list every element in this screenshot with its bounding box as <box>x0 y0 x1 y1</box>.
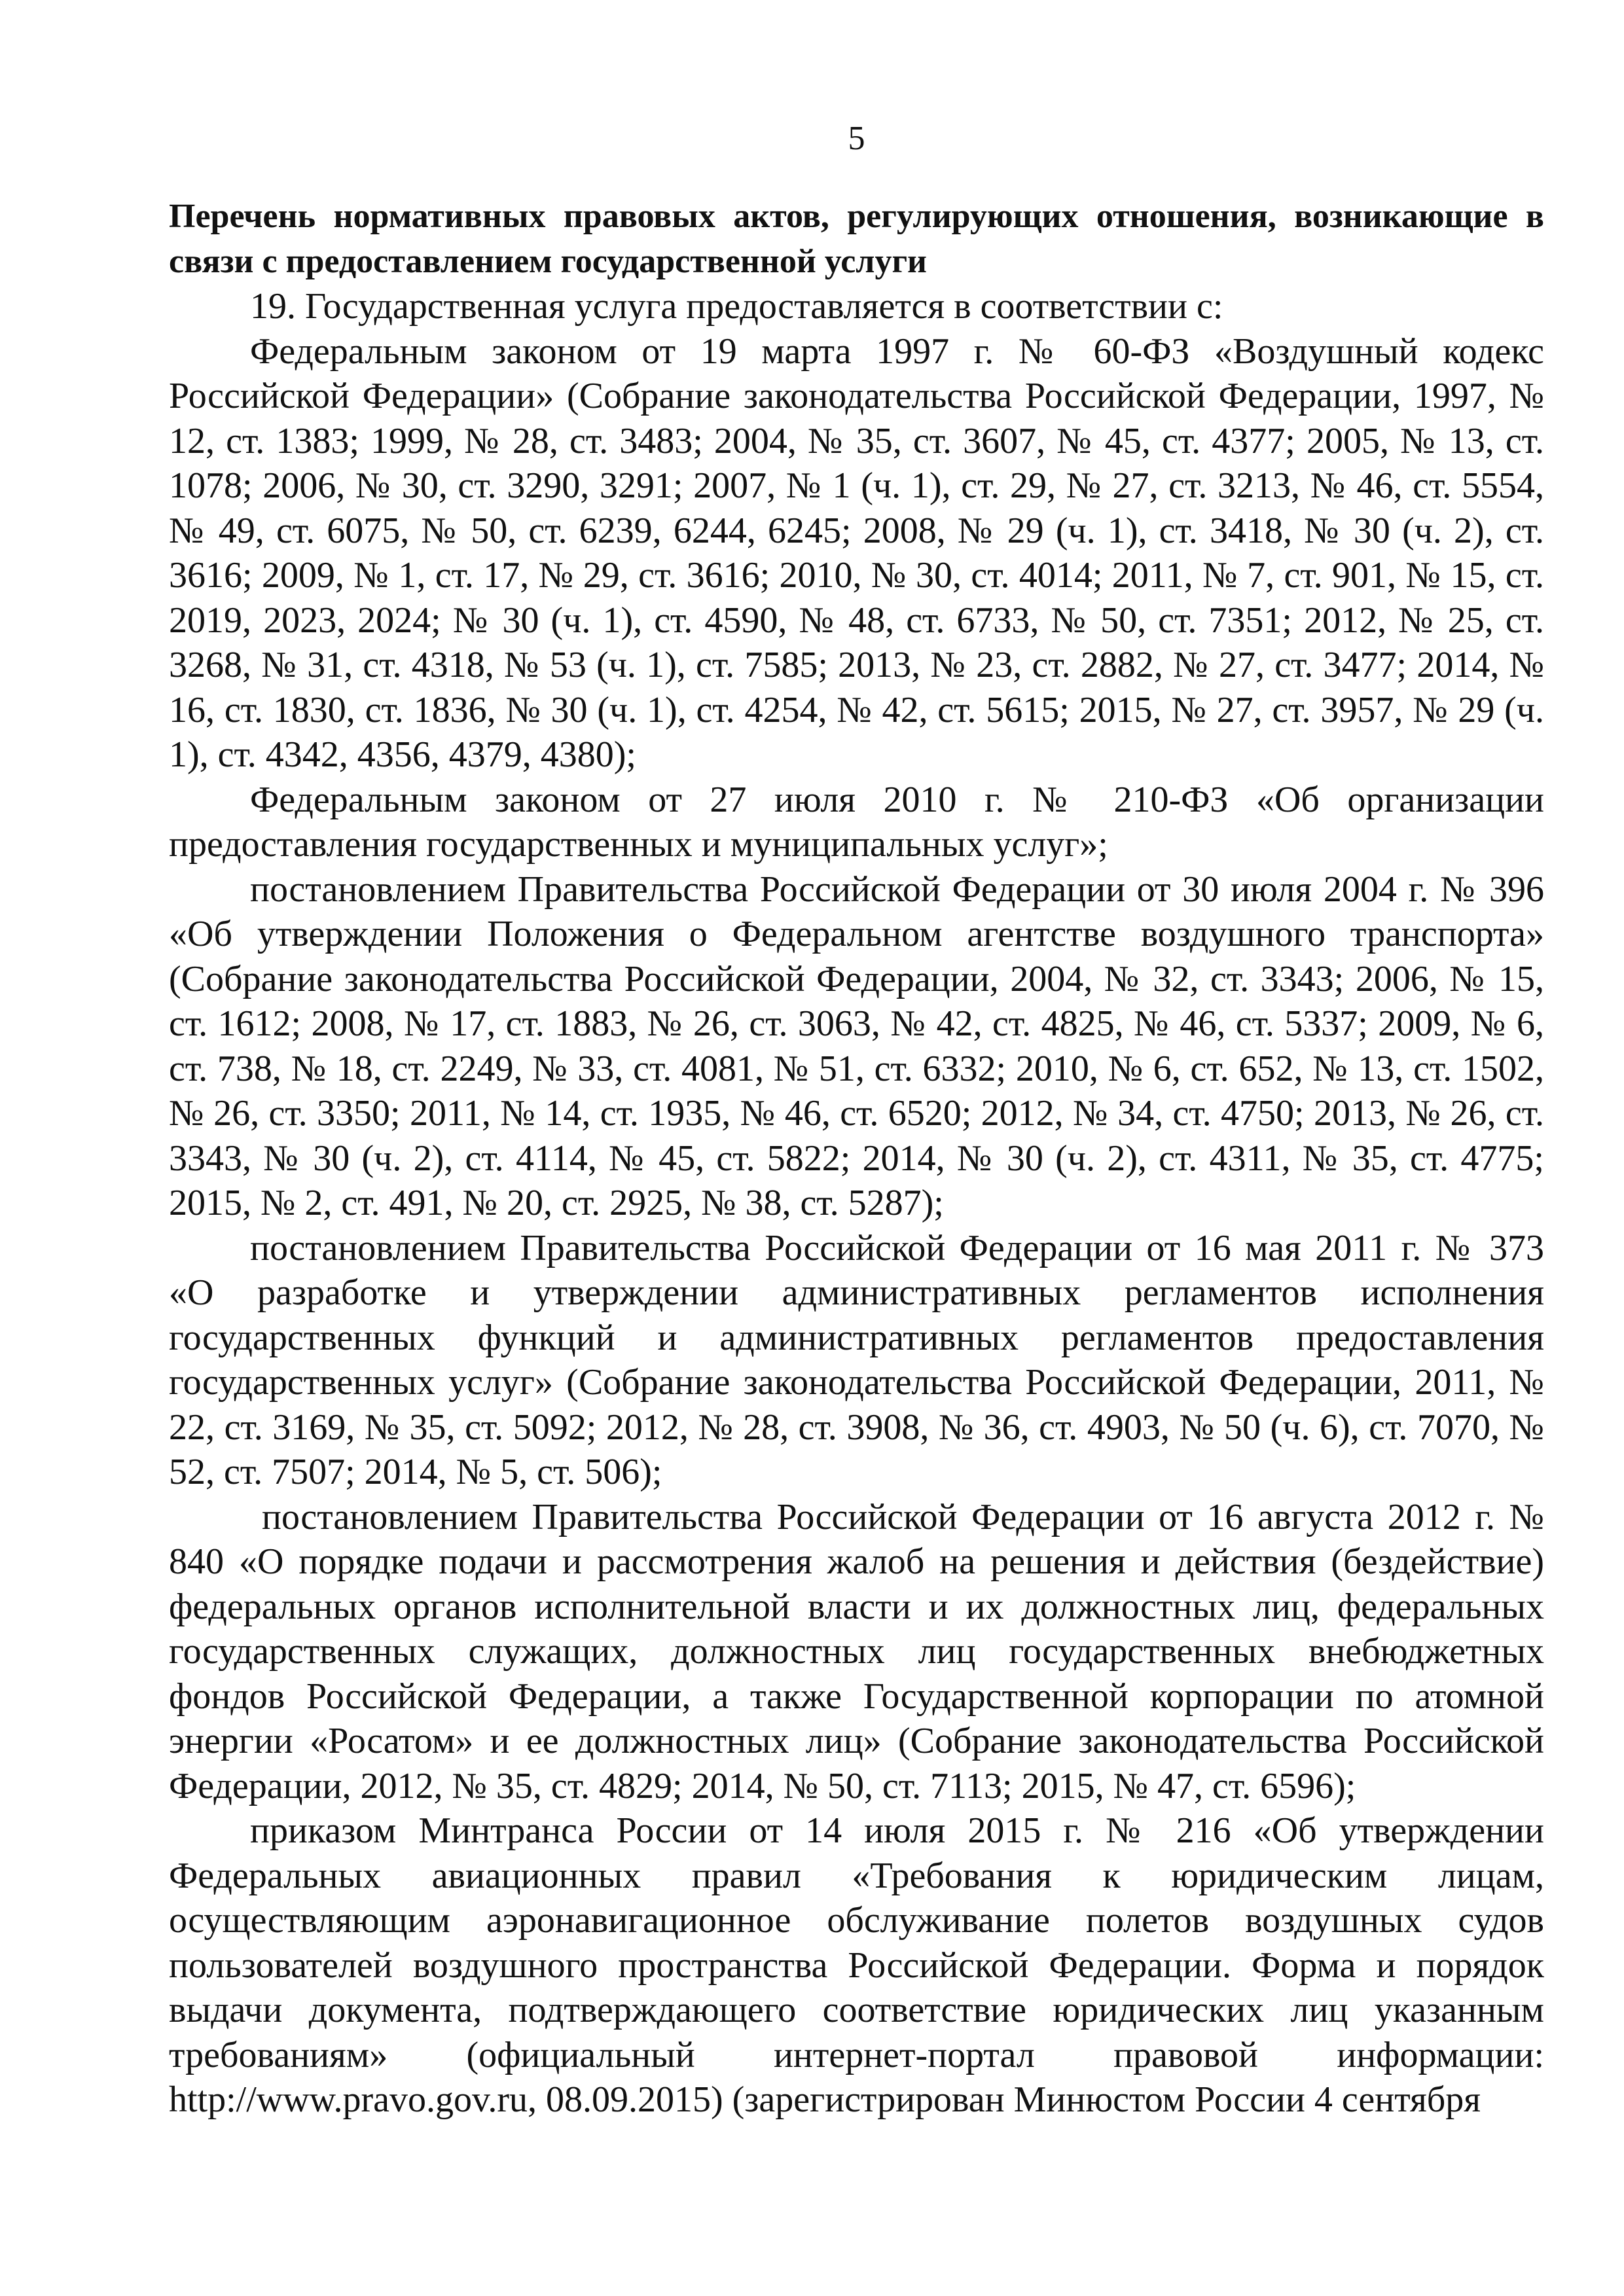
order-216-text: приказом Минтранса России от 14 июля 2015 г. № 216 «Об утверждении Федеральных авиационных правил «Требования к юридическим лицам, осуществляющим аэронавигационное обслуживание полетов воздушных судов пользователей воздушного пространства Российской Федерации. Форма и порядок выдачи документа, подтверждающего соответствие юридических лиц указанным требованиям» (официальный интернет-портал правовой информации: <box>169 1810 1544 2075</box>
pravo-gov-link[interactable]: http://www.pravo.gov.ru <box>169 2079 528 2120</box>
paragraph-resolution-373: постановлением Правительства Российской Федерации от 16 мая 2011 г. № 373 «О разработке и утверждении административных регламентов исполнения государственных функций и административных регламентов предоставления государственных услуг» (Собрание законодательства Российской Федерации, 2011, № 22, ст. 3169, № 35, ст. 5092; 2012, № 28, ст. 3908, № 36, ст. 4903, № 50 (ч. 6), ст. 7070, № 52, ст. 7507; 2014, № 5, ст. 506); <box>169 1227 1544 1492</box>
paragraph-resolution-840: постановлением Правительства Российской Федерации от 16 августа 2012 г. № 840 «О порядке подачи и рассмотрения жалоб на решения и действия (бездействие) федеральных органов исполнительной власти и их должностных лиц, федеральных государственных служащих, должностных лиц государственных внебюджетных фондов Российской Федерации, а также Государственной корпорации по атомной энергии «Росатом» и ее должностных лиц» (Собрание законодательства Российской Федерации, 2012, № 35, ст. 4829; 2014, № 50, ст. 7113; 2015, № 47, ст. 6596); <box>169 1496 1544 1806</box>
paragraph-air-code-law: Федеральным законом от 19 марта 1997 г. № 60-ФЗ «Воздушный кодекс Российской Федерации» (Собрание законодательства Российской Федерации, 1997, № 12, ст. 1383; 1999, № 28, ст. 3483; 2004, № 35, ст. 3607, № 45, ст. 4377; 2005, № 13, ст. 1078; 2006, № 30, ст. 3290, 3291; 2007, № 1 (ч. 1), ст. 29, № 27, ст. 3213, № 46, ст. 5554, № 49, ст. 6075, № 50, ст. 6239, 6244, 6245; 2008, № 29 (ч. 1), ст. 3418, № 30 (ч. 2), ст. 3616; 2009, № 1, ст. 17, № 29, ст. 3616; 2010, № 30, ст. 4014; 2011, № 7, ст. 901, № 15, ст. 2019, 2023, 2024; № 30 (ч. 1), ст. 4590, № 48, ст. 6733, № 50, ст. 7351; 2012, № 25, ст. 3268, № 31, ст. 4318, № 53 (ч. 1), ст. 7585; 2013, № 23, ст. 2882, № 27, ст. 3477; 2014, № 16, ст. 1830, ст. 1836, № 30 (ч. 1), ст. 4254, № 42, ст. 5615; 2015, № 27, ст. 3957, № 29 (ч. 1), ст. 4342, 4356, 4379, 4380); <box>169 331 1544 775</box>
paragraph-order-216 <box>169 1808 1544 2123</box>
paragraph-public-services-law: Федеральным законом от 27 июля 2010 г. № 210-ФЗ «Об организации предоставления государственных и муниципальных услуг»; <box>169 779 1544 865</box>
paragraph-resolution-396: постановлением Правительства Российской Федерации от 30 июля 2004 г. № 396 «Об утверждении Положения о Федеральном агентстве воздушного транспорта» (Собрание законодательства Российской Федерации, 2004, № 32, ст. 3343; 2006, № 15, ст. 1612; 2008, № 17, ст. 1883, № 26, ст. 3063, № 42, ст. 4825, № 46, ст. 5337; 2009, № 6, ст. 738, № 18, ст. 2249, № 33, ст. 4081, № 51, ст. 6332; 2010, № 6, ст. 652, № 13, ст. 1502, № 26, ст. 3350; 2011, № 14, ст. 1935, № 46, ст. 6520; 2012, № 34, ст. 4750; 2013, № 26, ст. 3343, № 30 (ч. 2), ст. 4114, № 45, ст. 5822; 2014, № 30 (ч. 2), ст. 4311, № 35, ст. 4775; 2015, № 2, ст. 491, № 20, ст. 2925, № 38, ст. 5287); <box>169 869 1544 1223</box>
order-216-tail: , 08.09.2015) (зарегистрирован Минюстом России 4 сентября <box>528 2079 1481 2120</box>
section-title: Перечень нормативных правовых актов, регулирующих отношения, возникающие в связи с предоставлением государственной услуги <box>169 198 1544 280</box>
page-number: 5 <box>848 120 865 157</box>
paragraph-intro: 19. Государственная услуга предоставляется в соответствии с: <box>250 286 1223 327</box>
